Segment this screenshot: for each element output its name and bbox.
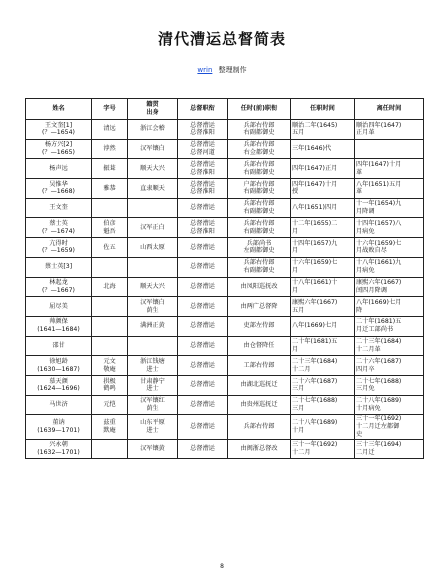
page-title: 清代漕运总督简表 <box>157 30 286 48</box>
cell-start: 二十六年(1687) 三月 <box>291 375 355 395</box>
cell-name: 马世济 <box>26 395 92 415</box>
cell-end: 十六年(1659)七 月战败自尽 <box>355 238 424 258</box>
cell-end: 八年(1669)七月 降 <box>355 297 424 317</box>
header-zi: 字号 <box>92 99 128 120</box>
cell-start: 二十三年(1684) 十二月 <box>291 356 355 376</box>
cell-origin: 汉军镶红 荫生 <box>128 395 178 415</box>
cell-start: 二十八年(1689) 十月 <box>291 415 355 439</box>
cell-prev: 由仓督降任 <box>228 336 291 356</box>
cell-prev: 由贵州巡抚迁 <box>228 395 291 415</box>
cell-prev: 兵部右侍郎 右副都御史 <box>228 257 291 277</box>
cell-name: 董讷 (1639—1701) <box>26 415 92 439</box>
cell-name: 王文奎 <box>26 198 92 218</box>
cell-origin: 汉军正白 <box>128 218 178 238</box>
cell-title: 总督漕运 <box>178 336 228 356</box>
cell-origin: 顺天大兴 <box>128 159 178 179</box>
cell-title: 总督漕运 总督淮阳 <box>178 218 228 238</box>
cell-end: 十一年(1654)九 月降调 <box>355 198 424 218</box>
cell-start: 八年(1669)七月 <box>291 316 355 336</box>
header-title: 总督职衔 <box>178 99 228 120</box>
cell-prev: 兵部右侍郎 <box>228 415 291 439</box>
cell-name: 屈尽美 <box>26 297 92 317</box>
cell-origin: 山东平原 进士 <box>128 415 178 439</box>
table-row <box>26 218 424 238</box>
cell-origin: 浙江会稽 <box>128 120 178 140</box>
cell-end: 三十三年(1694) 二月迁 <box>355 439 424 459</box>
cell-name: 慕天颜 (1624—1696) <box>26 375 92 395</box>
cell-zi: 浡然 <box>92 139 128 159</box>
table-row <box>26 356 424 376</box>
cell-title: 总督漕运 <box>178 198 228 218</box>
cell-origin: 汉军镶黄 <box>128 439 178 459</box>
cell-zi: 兹重 默庵 <box>92 415 128 439</box>
cell-name: 邵甘 <box>26 336 92 356</box>
cell-zi: 振葺 <box>92 159 128 179</box>
cell-end: 康熙六年(1667) 闰四月降调 <box>355 277 424 297</box>
cell-end: 二十年(1681)五 月迁工部尚书 <box>355 316 424 336</box>
cell-title: 总督漕运 <box>178 277 228 297</box>
cell-title: 总督漕运 <box>178 415 228 439</box>
cell-end <box>355 139 424 159</box>
cell-start: 十八年(1661)十 月 <box>291 277 355 297</box>
cell-title: 总督漕运 <box>178 297 228 317</box>
cell-start: 十四年(1657)九 月 <box>291 238 355 258</box>
cell-title: 总督漕运 <box>178 257 228 277</box>
header-row <box>26 99 424 120</box>
author-link[interactable]: wrin <box>197 66 213 74</box>
cell-origin <box>128 198 178 218</box>
cell-title: 总督漕运 总督淮阳 <box>178 159 228 179</box>
table-row <box>26 395 424 415</box>
cell-name: 蔡士英 (？—1674) <box>26 218 92 238</box>
table-row <box>26 238 424 258</box>
cell-start: 二十七年(1688) 三月 <box>291 395 355 415</box>
cell-start: 康熙六年(1667) 五月 <box>291 297 355 317</box>
cell-zi <box>92 316 128 336</box>
header-name: 姓名 <box>26 99 92 120</box>
governor-table <box>25 98 424 459</box>
cell-prev: 兵部右侍郎 右副都御史 <box>228 159 291 179</box>
cell-name: 杨方兴[2] (？—1665) <box>26 139 92 159</box>
cell-end: 二十六年(1687) 四月卒 <box>355 356 424 376</box>
cell-start: 四年(1647)正月 <box>291 159 355 179</box>
cell-title: 总督漕运 总督河道 <box>178 139 228 159</box>
cell-zi: 雅恭 <box>92 179 128 199</box>
cell-name: 徐旭龄 (1630—1687) <box>26 356 92 376</box>
cell-name: 蔡士英[3] <box>26 257 92 277</box>
header-end: 离任时间 <box>355 99 424 120</box>
cell-name: 帅颜保 (1641—1684) <box>26 316 92 336</box>
cell-zi <box>92 336 128 356</box>
header-origin: 籍贯 出身 <box>128 99 178 120</box>
cell-start: 顺治二年(1645) 五月 <box>291 120 355 140</box>
cell-prev: 由两广总督降 <box>228 297 291 317</box>
table-row <box>26 139 424 159</box>
cell-zi: 伯彦 魁吾 <box>92 218 128 238</box>
cell-end: 四年(1647)十月 革 <box>355 159 424 179</box>
table-row <box>26 198 424 218</box>
cell-origin: 汉军镶白 <box>128 139 178 159</box>
cell-end: 二十七年(1688) 三月免 <box>355 375 424 395</box>
table-body <box>26 120 424 459</box>
cell-prev: 由闽浙总督改 <box>228 439 291 459</box>
cell-start: 四年(1647)十月 授 <box>291 179 355 199</box>
header-start: 任职时间 <box>291 99 355 120</box>
cell-prev: 兵部右侍郎 右佥都御史 <box>228 139 291 159</box>
cell-prev: 户部右侍郎 右副都御史 <box>228 179 291 199</box>
cell-end: 二十八年(1689) 十月病免 <box>355 395 424 415</box>
cell-start: 十二年(1655)二 月 <box>291 218 355 238</box>
cell-start: 三十一年(1692) 十二月 <box>291 439 355 459</box>
cell-title: 总督漕运 <box>178 395 228 415</box>
cell-title: 总督漕运 <box>178 439 228 459</box>
cell-prev: 兵部尚书 左副都御史 <box>228 238 291 258</box>
table-row <box>26 179 424 199</box>
cell-title: 总督漕运 <box>178 316 228 336</box>
cell-name: 兴永朝 (1632—1701) <box>26 439 92 459</box>
table-row <box>26 375 424 395</box>
cell-origin: 顺天大兴 <box>128 277 178 297</box>
cell-origin: 汉军镶白 荫生 <box>128 297 178 317</box>
author-text: 整理制作 <box>218 66 247 74</box>
cell-zi: 元文 敬庵 <box>92 356 128 376</box>
table-row <box>26 257 424 277</box>
cell-end: 十八年(1661)九 月病免 <box>355 257 424 277</box>
cell-prev: 工部右侍郎 <box>228 356 291 376</box>
cell-zi: 拱极 鹤鸣 <box>92 375 128 395</box>
cell-name: 亢得时 (？—1659) <box>26 238 92 258</box>
cell-prev: 兵部右侍郎 右副都御史 <box>228 198 291 218</box>
cell-origin: 甘肃静宁 进士 <box>128 375 178 395</box>
cell-name: 吴惟华 (？—1668) <box>26 179 92 199</box>
cell-end: 八年(1651)五月 革 <box>355 179 424 199</box>
cell-title: 总督漕运 <box>178 356 228 376</box>
cell-prev: 吏部左侍郎 <box>228 316 291 336</box>
cell-origin: 山西太原 <box>128 238 178 258</box>
table-row <box>26 316 424 336</box>
header-prev: 任时(前)职衔 <box>228 99 291 120</box>
cell-start: 十六年(1659)七 月 <box>291 257 355 277</box>
table-row <box>26 277 424 297</box>
cell-prev: 由凤阳巡抚改 <box>228 277 291 297</box>
table-row <box>26 159 424 179</box>
cell-name: 林起龙 (？—1667) <box>26 277 92 297</box>
cell-zi <box>92 198 128 218</box>
cell-title: 总督漕运 总督淮阳 <box>178 120 228 140</box>
table-row <box>26 336 424 356</box>
cell-zi: 元恺 <box>92 395 128 415</box>
cell-title: 总督漕运 总督淮阳 <box>178 179 228 199</box>
cell-name: 杨声远 <box>26 159 92 179</box>
table-row <box>26 415 424 439</box>
table-row <box>26 439 424 459</box>
cell-name: 王文奎[1] (？—1654) <box>26 120 92 140</box>
cell-zi <box>92 257 128 277</box>
cell-origin: 满洲正黄 <box>128 316 178 336</box>
cell-zi: 清远 <box>92 120 128 140</box>
cell-zi: 佐五 <box>92 238 128 258</box>
cell-zi <box>92 439 128 459</box>
page-number: 8 <box>220 563 224 570</box>
cell-origin: 直隶顺天 <box>128 179 178 199</box>
cell-start: 八年(1651)四月 <box>291 198 355 218</box>
cell-prev: 由湖北巡抚迁 <box>228 375 291 395</box>
cell-origin <box>128 257 178 277</box>
cell-start: 二十年(1681)五 月 <box>291 336 355 356</box>
cell-title: 总督漕运 <box>178 375 228 395</box>
cell-prev: 兵部右侍郎 右副都御史 <box>228 120 291 140</box>
table-row <box>26 120 424 140</box>
cell-origin <box>128 336 178 356</box>
cell-start: 三年(1646)代 <box>291 139 355 159</box>
cell-end: 三十一年(1692) 十二月迁左都御 史 <box>355 415 424 439</box>
table-row <box>26 297 424 317</box>
author-line <box>0 65 444 75</box>
cell-end: 顺治四年(1647) 正月革 <box>355 120 424 140</box>
cell-zi <box>92 297 128 317</box>
cell-end: 二十三年(1684) 十二月革 <box>355 336 424 356</box>
cell-title: 总督漕运 <box>178 238 228 258</box>
cell-origin: 浙江钱塘 进士 <box>128 356 178 376</box>
cell-zi: 北海 <box>92 277 128 297</box>
cell-prev: 兵部右侍郎 右副都御史 <box>228 218 291 238</box>
cell-end: 十四年(1657)八 月病免 <box>355 218 424 238</box>
